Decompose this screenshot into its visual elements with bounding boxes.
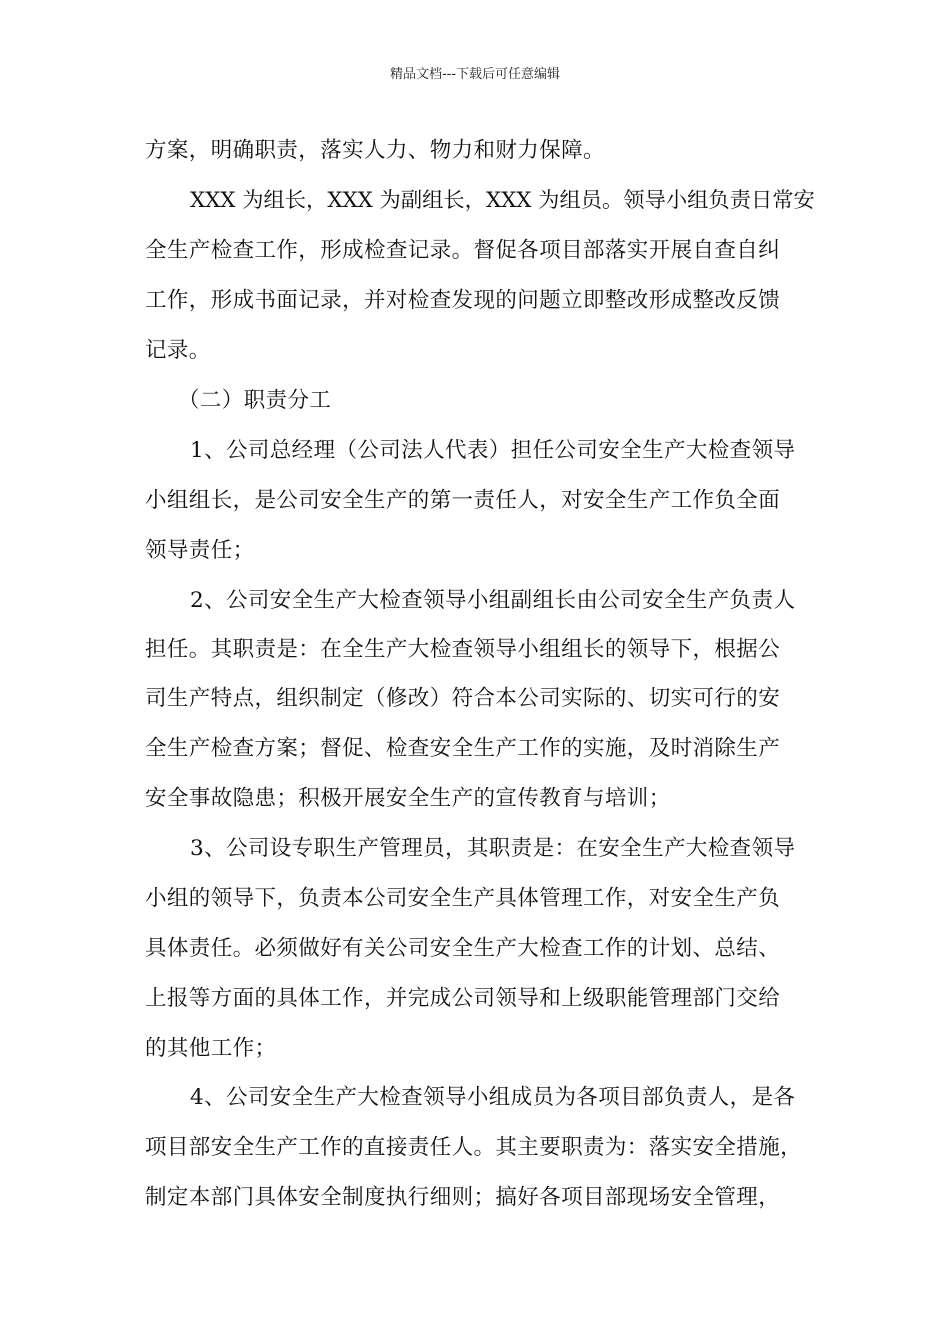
text-line: 小组组长，是公司安全生产的第一责任人，对安全生产工作负全面 bbox=[145, 488, 781, 513]
text-line: 2、公司安全生产大检查领导小组副组长由公司安全生产负责人 bbox=[190, 588, 796, 613]
text-line: XXX 为组长，XXX 为副组长，XXX 为组员。领导小组负责日常安 bbox=[190, 188, 815, 213]
text-line: 方案，明确职责，落实人力、物力和财力保障。 bbox=[145, 138, 605, 163]
text-line: 上报等方面的具体工作，并完成公司领导和上级职能管理部门交给 bbox=[145, 986, 781, 1011]
text-line: 工作，形成书面记录，并对检查发现的问题立即整改形成整改反馈 bbox=[145, 288, 781, 313]
text-line: 的其他工作； bbox=[145, 1036, 277, 1061]
text-line: 担任。其职责是：在全生产大检查领导小组组长的领导下，根据公 bbox=[145, 637, 781, 662]
text-line: 记录。 bbox=[145, 338, 211, 363]
section-heading: （二）职责分工 bbox=[178, 388, 332, 413]
text-line: 全生产检查方案；督促、检查安全生产工作的实施，及时消除生产 bbox=[145, 736, 781, 761]
text-line: 具体责任。必须做好有关公司安全生产大检查工作的计划、总结、 bbox=[145, 936, 781, 961]
text-line: 4、公司安全生产大检查领导小组成员为各项目部负责人，是各 bbox=[190, 1085, 796, 1110]
text-line: 全生产检查工作，形成检查记录。督促各项目部落实开展自查自纠 bbox=[145, 238, 781, 263]
page-header: 精品文档---下载后可任意编辑 bbox=[389, 67, 561, 82]
text-line: 制定本部门具体安全制度执行细则；搞好各项目部现场安全管理， bbox=[145, 1185, 781, 1210]
text-line: 项目部安全生产工作的直接责任人。其主要职责为：落实安全措施， bbox=[145, 1135, 803, 1160]
text-line: 1、公司总经理（公司法人代表）担任公司安全生产大检查领导 bbox=[190, 438, 796, 463]
text-line: 领导责任； bbox=[145, 538, 255, 563]
text-line: 安全事故隐患；积极开展安全生产的宣传教育与培训； bbox=[145, 786, 671, 811]
text-line: 小组的领导下，负责本公司安全生产具体管理工作，对安全生产负 bbox=[145, 886, 781, 911]
text-line: 司生产特点，组织制定（修改）符合本公司实际的、切实可行的安 bbox=[145, 686, 781, 711]
text-line: 3、公司设专职生产管理员，其职责是：在安全生产大检查领导 bbox=[190, 836, 796, 861]
